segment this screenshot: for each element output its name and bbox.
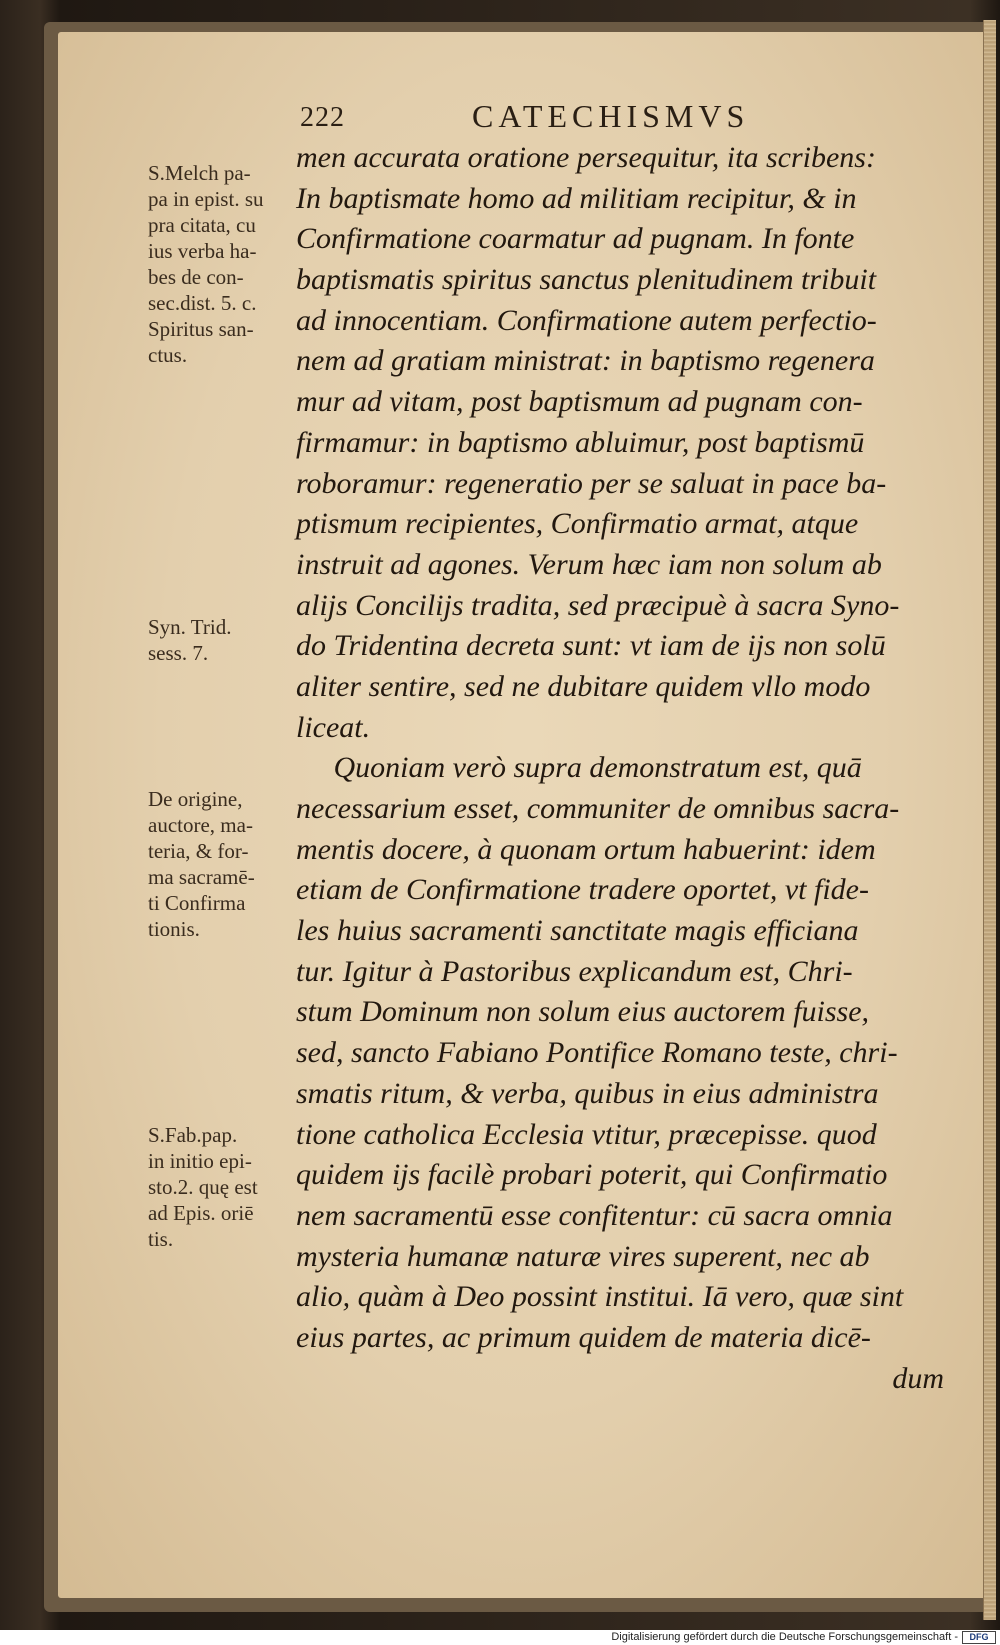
body-line: nem sacramentū esse confitentur: cū sacra omnia [296, 1198, 893, 1232]
page-fore-edge [983, 20, 996, 1620]
body-line: men accurata oratione persequitur, ita scribens: [296, 141, 876, 174]
footer-credit: Digitalisierung gefördert durch die Deutsche Forschungsgemeinschaft - [611, 1631, 958, 1643]
margin-note-de-origine: De origine, auctore, ma- teria, & for- ma sacramē- ti Confirma tionis. [148, 787, 255, 941]
margin-note-synod-trident: Syn. Trid. sess. 7. [148, 615, 232, 665]
body-line: les huius sacramenti sanctitate magis efficiana [296, 914, 859, 948]
body-line: ptismum recipientes, Confirmatio armat, atque [296, 507, 859, 541]
page-number: 222 [300, 102, 345, 133]
running-title: CATECHISMVS [472, 98, 750, 134]
body-line: tione catholica Ecclesia vtitur, præcepisse. quod [296, 1117, 877, 1151]
catchword: dum [892, 1361, 944, 1395]
body-line: Quoniam verò supra demonstratum est, quā [296, 751, 862, 785]
body-line: mysteria humanæ naturæ vires superent, nec ab [296, 1239, 870, 1273]
body-line: mur ad vitam, post baptismum ad pugnam con- [296, 385, 863, 419]
digitization-footer [0, 1630, 1000, 1645]
body-line: quidem ijs facilè probari poterit, qui Confirmatio [296, 1158, 888, 1192]
body-line: stum Dominum non solum eius auctorem fuisse, [296, 995, 870, 1029]
margin-note-melchiades: S.Melch pa- pa in epist. su pra citata, cu ius verba ha- bes de con- sec.dist. 5. c. Spiritus san- ctus. [148, 161, 264, 367]
body-line: etiam de Confirmatione tradere oportet, vt fide- [296, 873, 869, 907]
dfg-logo-icon: DFG [962, 1631, 996, 1644]
body-line: smatis ritum, & verba, quibus in eius administra [296, 1076, 879, 1110]
body-line: Confirmatione coarmatur ad pugnam. In fonte [296, 222, 855, 256]
body-line: instruit ad agones. Verum hæc iam non solum ab [296, 547, 882, 581]
body-line: sed, sancto Fabiano Pontifice Romano teste, chri- [296, 1036, 898, 1070]
body-line: tur. Igitur à Pastoribus explicandum est, Chri- [296, 954, 853, 988]
body-line: eius partes, ac primum quidem de materia dicē- [296, 1320, 871, 1354]
body-line: baptismatis spiritus sanctus plenitudinem tribuit [296, 263, 877, 297]
body-line: mentis docere, à quonam ortum habuerint: idem [296, 832, 876, 866]
body-text [296, 138, 956, 1399]
body-line: necessarium esset, communiter de omnibus sacra- [296, 792, 900, 825]
body-line: In baptismate homo ad militiam recipitur, & in [296, 181, 857, 215]
body-line: alio, quàm à Deo possint institui. Iā vero, quæ sint [296, 1280, 904, 1314]
body-line: alijs Concilijs tradita, sed præcipuè à sacra Syno- [296, 588, 900, 622]
body-line: nem ad gratiam ministrat: in baptismo regenera [296, 344, 875, 378]
body-line: roboramur: regeneratio per se saluat in pace ba- [296, 466, 887, 500]
body-line: liceat. [296, 710, 371, 744]
margin-note-fabianus: S.Fab.pap. in initio epi- sto.2. quę est ad Epis. oriē tis. [148, 1123, 258, 1251]
body-line: do Tridentina decreta sunt: vt iam de ijs non solū [296, 629, 886, 663]
running-head [300, 98, 940, 138]
body-line: firmamur: in baptismo abluimur, post baptismū [296, 425, 865, 459]
body-line: aliter sentire, sed ne dubitare quidem vllo modo [296, 669, 871, 703]
body-line: ad innocentiam. Confirmatione autem perfectio- [296, 303, 877, 337]
